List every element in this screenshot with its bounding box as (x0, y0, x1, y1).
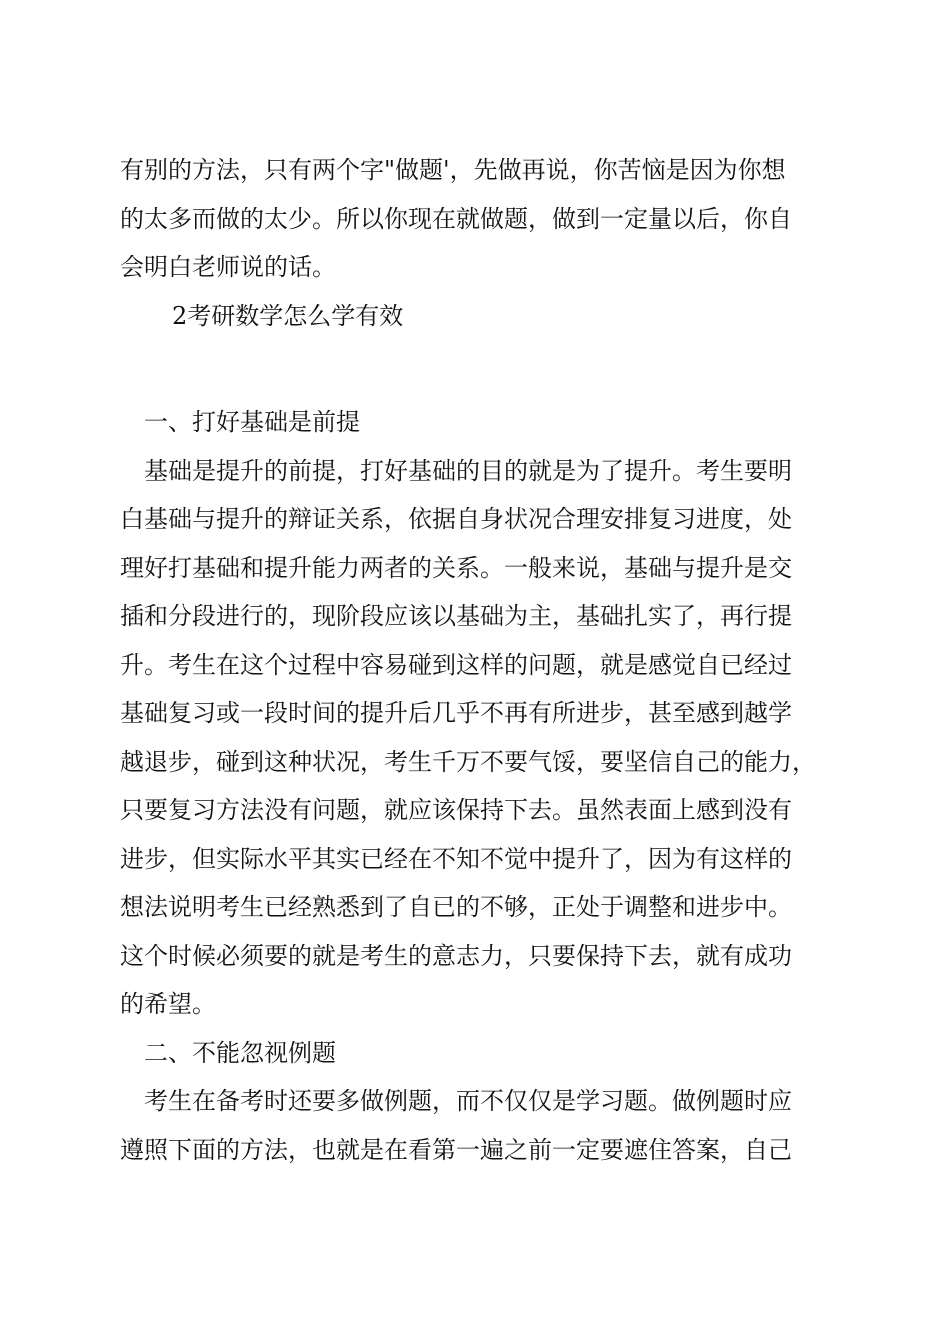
section2-heading: 二、不能忽视例题 (144, 1038, 336, 1067)
intro-line-2: 的太多而做的太少。所以你现在就做题，做到一定量以后，你自 (120, 204, 792, 233)
section1-line-9: 进步，但实际水平其实已经在不知不觉中提升了，因为有这样的 (120, 844, 792, 873)
section1-line-2: 白基础与提升的辩证关系，依据自身状况合理安排复习进度，处 (120, 505, 792, 533)
section1-line-1: 基础是提升的前提，打好基础的目的就是为了提升。考生要明 (144, 456, 792, 485)
section1-line-5: 升。考生在这个过程中容易碰到这样的问题，就是感觉自已经过 (120, 650, 792, 679)
document-body (120, 146, 840, 1174)
section1-line-8: 只要复习方法没有问题，就应该保持下去。虽然表面上感到没有 (120, 796, 792, 824)
section1-line-6: 基础复习或一段时间的提升后几乎不再有所进步，甚至感到越学 (120, 699, 792, 727)
subtitle: 2考研数学怎么学有效 (172, 301, 404, 330)
spacer (120, 340, 840, 398)
section1-line-7: 越退步，碰到这种状况，考生千万不要气馁，要坚信自己的能力， (120, 747, 816, 776)
intro-line-3: 会明白老师说的话。 (120, 253, 336, 281)
section1-line-12: 的希望。 (120, 990, 216, 1018)
section2-line-1: 考生在备考时还要多做例题，而不仅仅是学习题。做例题时应 (144, 1087, 792, 1115)
section1-line-4: 插和分段进行的，现阶段应该以基础为主，基础扎实了，再行提 (120, 602, 792, 630)
intro-line-1: 有别的方法，只有两个字"做题'，先做再说，你苦恼是因为你想 (120, 156, 786, 184)
section1-heading: 一、打好基础是前提 (144, 408, 360, 436)
section1-line-10: 想法说明考生已经熟悉到了自已的不够，正处于调整和进步中。 (120, 893, 792, 921)
section1-line-3: 理好打基础和提升能力两者的关系。一般来说，基础与提升是交 (120, 553, 792, 582)
section2-line-2: 遵照下面的方法，也就是在看第一遍之前一定要遮住答案，自己 (120, 1135, 792, 1164)
section1-line-11: 这个时候必须要的就是考生的意志力，只要保持下去，就有成功 (120, 941, 792, 970)
